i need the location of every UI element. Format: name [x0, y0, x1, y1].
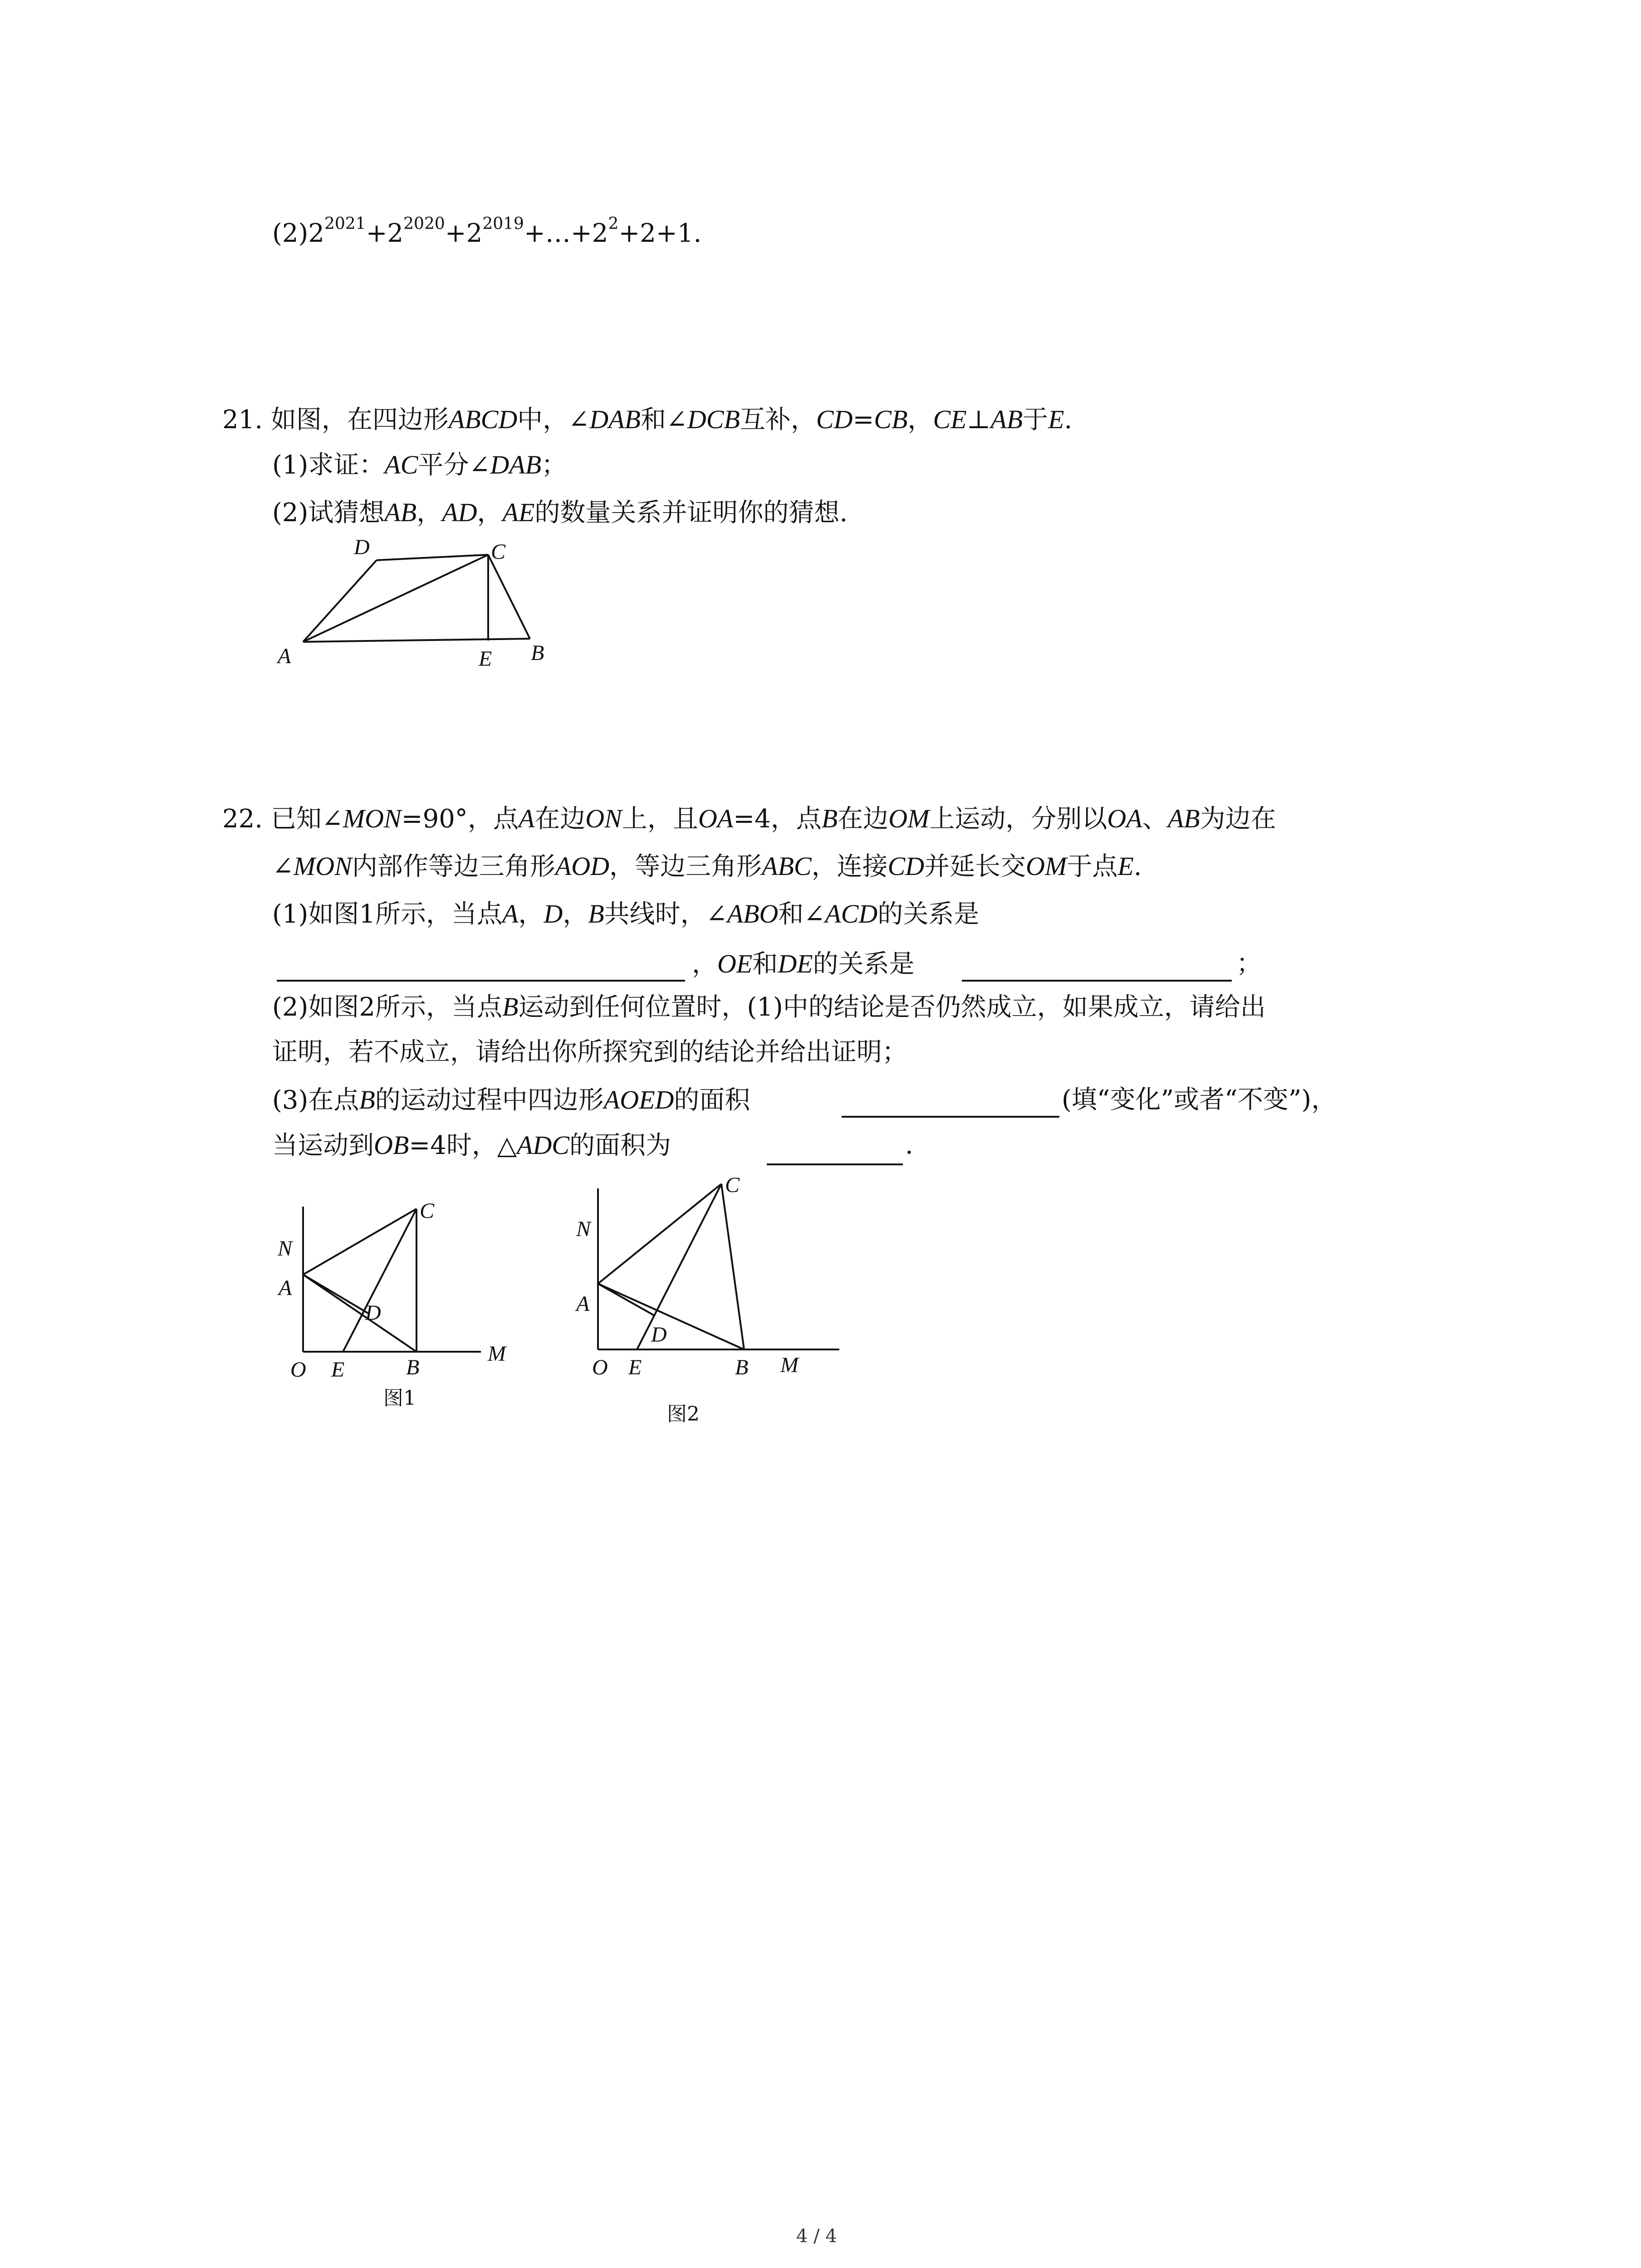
label-E: E [628, 1355, 642, 1379]
label-B: B [406, 1355, 420, 1379]
q22-line-8 [272, 1129, 671, 1162]
answer-blank-2[interactable] [962, 980, 1232, 982]
expr-tail: +2+1. [618, 219, 702, 248]
text: 当运动到 [272, 1131, 374, 1160]
label-A: A [279, 1276, 292, 1300]
math: CD [816, 405, 853, 434]
q21-line-2 [272, 449, 567, 481]
math: AOD [555, 851, 610, 881]
text: 在边 [534, 804, 586, 834]
label-C: C [725, 1173, 740, 1197]
answer-blank-1[interactable] [277, 980, 685, 982]
segment-AD [303, 560, 377, 642]
q22-line-2 [272, 850, 1142, 883]
answer-blank-3[interactable] [842, 1116, 1059, 1118]
q22-line-8-end [905, 1129, 913, 1161]
text: ， [416, 498, 442, 528]
expr-term: +2 [445, 219, 483, 248]
text: 共线时，∠ [604, 899, 727, 929]
label-A: A [278, 644, 291, 668]
label-A: A [576, 1292, 590, 1316]
label-E: E [479, 647, 492, 671]
math: AE [502, 498, 535, 527]
q22-line-1 [222, 803, 1276, 835]
text: 于 [1023, 405, 1048, 435]
math: E [1117, 851, 1134, 881]
label-B: B [531, 641, 544, 665]
q21-line-1 [222, 404, 1072, 436]
text: 在边 [838, 804, 889, 834]
text: 上运动，分别以 [929, 804, 1107, 834]
math: OM [1026, 851, 1067, 881]
math: DE [778, 949, 813, 978]
text: 为边在 [1200, 804, 1276, 834]
text: . [1133, 852, 1142, 881]
text: . [1064, 405, 1073, 435]
page-number: 4 / 4 [796, 2226, 837, 2247]
text: ， [477, 498, 503, 528]
text: 于点 [1067, 852, 1118, 881]
text: (1)如图1所示，当点 [272, 899, 502, 929]
math: AB [990, 405, 1023, 434]
segment-AB [598, 1284, 744, 1349]
math: D [544, 899, 563, 929]
label-B: B [735, 1355, 749, 1379]
text: 的数量关系并证明你的猜想. [534, 498, 848, 528]
math: B [502, 992, 519, 1022]
text: ， [563, 899, 588, 929]
text: ∠ [272, 852, 294, 881]
segment-AC [303, 1209, 416, 1275]
q22-line-7-end [1062, 1084, 1337, 1116]
math: CB [874, 405, 908, 434]
expr-term: +…+2 [524, 219, 608, 248]
text: (填“变化”或者“不变”)， [1062, 1085, 1337, 1114]
text: ，连接 [811, 852, 888, 881]
label-M: M [488, 1342, 506, 1366]
math: B [359, 1085, 375, 1114]
q22-line-3 [272, 898, 979, 930]
label-D: D [354, 535, 370, 559]
math: OA [1107, 804, 1142, 833]
text: 中，∠ [517, 405, 590, 435]
text: 22. 已知∠ [222, 804, 343, 834]
math: ABCD [448, 405, 518, 434]
text: =4，点 [733, 804, 822, 834]
text: 和 [752, 949, 778, 979]
math: DAB [589, 405, 641, 434]
text: 平分∠ [418, 450, 490, 480]
label-D: D [651, 1323, 667, 1347]
label-M: M [780, 1353, 798, 1377]
math: MON [293, 851, 352, 881]
segment-AD [598, 1284, 654, 1315]
text: 、 [1142, 804, 1168, 834]
figure-1-caption: 图1 [383, 1387, 416, 1410]
segment-AB [303, 639, 530, 642]
text: =4时，△ [409, 1131, 517, 1160]
label-O: O [290, 1358, 306, 1382]
text: 上，且 [622, 804, 698, 834]
text: ， [692, 949, 717, 979]
text: ， [518, 899, 544, 929]
math: OM [888, 804, 930, 833]
math: OE [717, 949, 753, 978]
text: 和∠ [778, 899, 825, 929]
text: = [852, 405, 874, 435]
text: 内部作等边三角形 [352, 852, 555, 881]
label-N: N [278, 1237, 293, 1261]
text: ， [907, 405, 933, 435]
text: 21. 如图，在四边形 [222, 405, 449, 435]
figure-1 [277, 1199, 507, 1382]
text: 运动到任何位置时，(1)中的结论是否仍然成立，如果成立，请给出 [518, 992, 1266, 1022]
segment-AB [303, 1275, 416, 1352]
math: CE [933, 405, 967, 434]
figure-2 [575, 1173, 839, 1379]
text: 证明，若不成立，请给出你所探究到的结论并给出证明； [272, 1037, 907, 1067]
segment-AD [303, 1275, 368, 1313]
figure-2-caption: 图2 [667, 1403, 700, 1426]
math: MON [343, 804, 402, 833]
math: B [588, 899, 604, 929]
math: DCB [687, 405, 740, 434]
text: 互补， [740, 405, 816, 435]
exponent: 2021 [324, 215, 366, 233]
q22-line-4-end [1236, 948, 1262, 980]
text: 并延长交 [924, 852, 1026, 881]
math: ABC [762, 851, 812, 881]
text: 的关系是 [813, 949, 915, 979]
segment-DC [377, 555, 488, 560]
q22-line-7 [272, 1084, 750, 1116]
text: ； [1236, 949, 1262, 978]
segment-CB [721, 1184, 744, 1349]
exponent: 2019 [482, 215, 524, 233]
label-O: O [592, 1355, 608, 1379]
math: DAB [490, 450, 542, 479]
math: ACD [825, 899, 878, 929]
text: 的关系是 [877, 899, 980, 929]
math: AC [384, 450, 418, 479]
math: OA [698, 804, 734, 833]
expr-term: +2 [366, 219, 404, 248]
label-D: D [365, 1301, 381, 1325]
segment-AC [303, 555, 488, 642]
text: ； [541, 450, 567, 480]
text: =90°，点 [401, 804, 519, 834]
math: E [1048, 405, 1064, 434]
math: OB [374, 1130, 409, 1160]
math: A [502, 899, 519, 929]
text: 的运动过程中四边形 [375, 1085, 604, 1115]
text: ，等边三角形 [609, 852, 762, 881]
math: ADC [516, 1130, 569, 1160]
math: A [518, 804, 535, 833]
text: (3)在点 [272, 1085, 359, 1115]
q22-line-5 [272, 991, 1266, 1023]
text: (1)求证： [272, 450, 385, 480]
math: AD [442, 498, 477, 527]
q22-line-4 [692, 948, 915, 980]
label-C: C [491, 540, 506, 564]
exponent: 2020 [403, 215, 445, 233]
segment-CB [488, 555, 530, 639]
math: AB [384, 498, 417, 527]
text: 的面积 [674, 1085, 750, 1115]
q21-line-3 [272, 497, 847, 529]
text: 的面积为 [569, 1131, 671, 1160]
text: ⊥ [966, 405, 991, 435]
exponent: 2 [608, 215, 619, 233]
math: ABO [727, 899, 779, 929]
math: CD [887, 851, 925, 881]
label-C: C [420, 1199, 435, 1223]
text: . [905, 1130, 913, 1160]
text: (2)试猜想 [272, 498, 385, 528]
text: 和∠ [640, 405, 687, 435]
answer-blank-4[interactable] [767, 1163, 903, 1165]
segment-AC [598, 1184, 721, 1284]
label-N: N [576, 1217, 591, 1241]
math: AB [1167, 804, 1200, 833]
expression-line [272, 215, 702, 249]
q22-line-6 [272, 1036, 907, 1068]
segment-CE [637, 1184, 721, 1349]
label-E: E [331, 1358, 345, 1382]
expr-prefix: (2)2 [272, 219, 324, 248]
math: AOED [603, 1085, 674, 1114]
text: (2)如图2所示，当点 [272, 992, 502, 1022]
math: B [821, 804, 838, 833]
math: ON [585, 804, 622, 833]
segment-CE [343, 1209, 416, 1352]
